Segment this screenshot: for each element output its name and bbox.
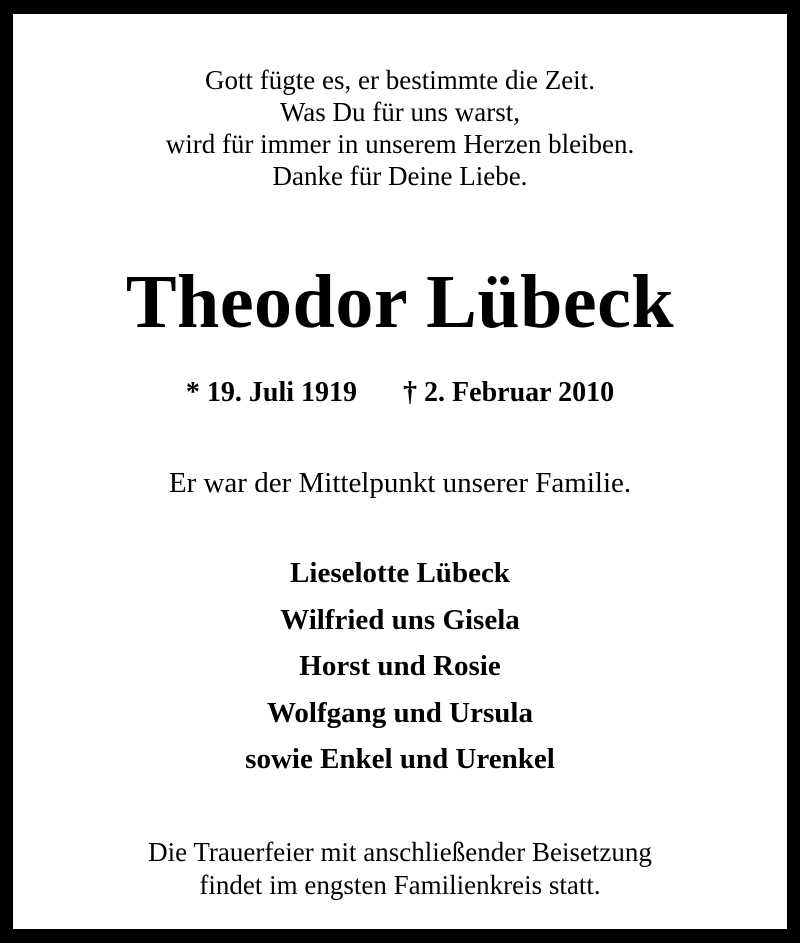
funeral-notice [13, 836, 787, 902]
opening-verse [13, 64, 787, 192]
verse-line: Gott fügte es, er bestimmte die Zeit. [205, 65, 595, 95]
mourner-name: sowie Enkel und Urenkel [245, 743, 555, 775]
deceased-name: Theodor Lübeck [125, 260, 675, 344]
mourner-name: Horst und Rosie [299, 650, 501, 682]
life-dates [13, 376, 787, 410]
verse-line: Danke für Deine Liebe. [272, 161, 528, 191]
birth-date: * 19. Juli 1919 [185, 377, 358, 408]
mourners-list [13, 550, 787, 783]
tribute-line: Er war der Mittelpunkt unserer Familie. [168, 467, 632, 499]
notice-line: findet im engsten Familienkreis statt. [199, 870, 601, 900]
verse-line: Was Du für uns warst, [279, 97, 521, 127]
mourner-name: Wilfried uns Gisela [280, 603, 520, 636]
notice-line: Die Trauerfeier mit anschließender Beisetzung [148, 837, 652, 867]
verse-line: wird für immer in unserem Herzen bleiben. [165, 129, 635, 159]
death-date: † 2. Februar 2010 [403, 377, 615, 408]
mourner-name: Lieselotte Lübeck [290, 557, 510, 589]
mourner-name: Wolfgang und Ursula [267, 696, 533, 729]
